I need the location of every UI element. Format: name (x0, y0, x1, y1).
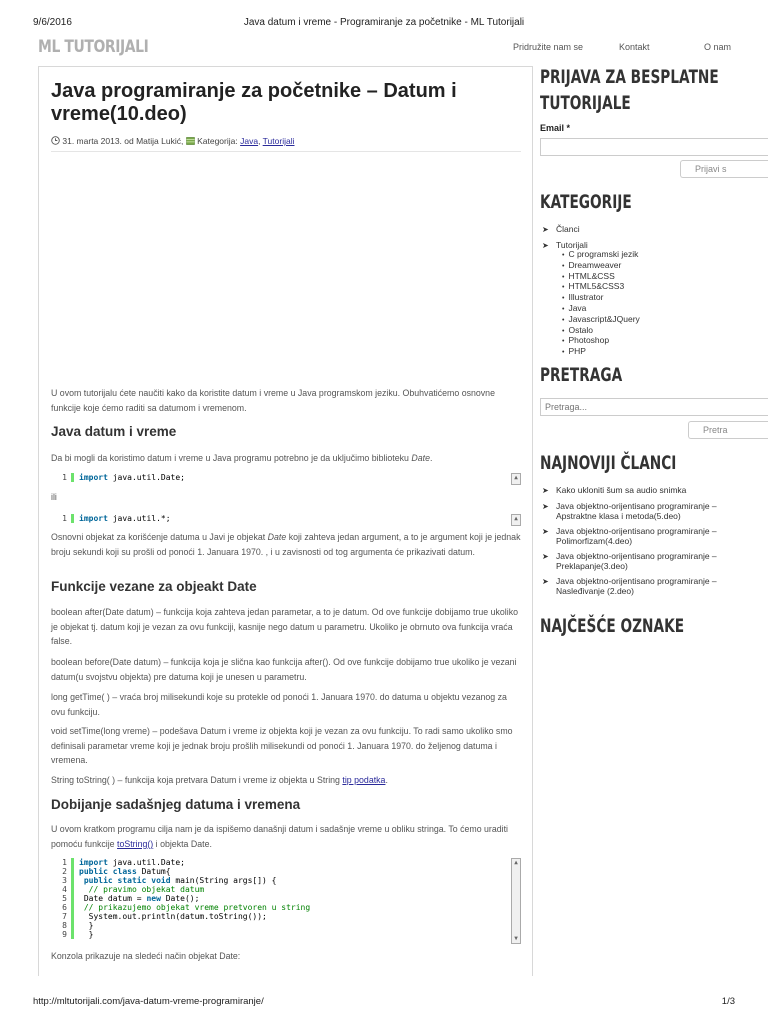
heading-funkcije: Funkcije vezane za objeakt Date (51, 579, 257, 594)
paragraph-datum-text: Da bi mogli da koristimo datum i vreme u Java programu potrebno je da uključimo biblioteku (51, 453, 409, 463)
latest-item-line2[interactable]: Polimorfizam(4.deo) (556, 535, 633, 546)
code-rest: Date(); (160, 894, 200, 903)
code-keyword: import (79, 514, 108, 523)
tags-heading: NAJČEŠĆE OZNAKE (540, 615, 685, 637)
code-lines (51, 858, 521, 939)
category-label[interactable]: Tutorijali (556, 240, 588, 250)
paragraph-dobijanje-text: U ovom kratkom programu cilja nam je da ispišemo današnji datum i sadašnje vreme u obliku stringa. To ćemo uraditi pomoću funkcije (51, 824, 508, 849)
article-container (38, 66, 533, 976)
code-pre: } (79, 930, 94, 939)
paragraph-dobijanje-end: i objekta Date. (155, 838, 212, 849)
categories-heading: KATEGORIJE (540, 191, 632, 213)
code-line (51, 930, 521, 939)
function-tostring (51, 773, 521, 788)
gutter-bar (71, 473, 74, 482)
print-title: Java datum i vreme - Programiranje za početnike - ML Tutorijali (243, 17, 525, 28)
gutter-bar (71, 912, 74, 921)
subcategory-list (562, 250, 640, 358)
email-label: Email * (540, 123, 571, 133)
line-number: 7 (62, 912, 67, 921)
code-text (79, 473, 185, 482)
code-text (79, 858, 185, 867)
gutter-bar (71, 921, 74, 930)
subcategory-item[interactable]: • Dreamweaver (562, 261, 640, 272)
function-tostring-text: String toString( ) – funkcija koja pretvara Datum i vreme iz objekta u String (51, 775, 340, 785)
email-input[interactable] (540, 138, 768, 156)
gutter-bar (71, 514, 74, 523)
gutter-bar (71, 867, 74, 876)
paragraph-objekat-text: Osnovni objekat za korišćenje datuma u Javi je objekat (51, 532, 266, 542)
ili-text: ili (51, 492, 57, 502)
post-meta (51, 136, 294, 146)
nav-link-contact[interactable]: Kontakt (619, 42, 650, 52)
line-number: 9 (62, 930, 67, 939)
code-kw: public class (79, 867, 137, 876)
code-text (79, 885, 204, 894)
code-line (51, 473, 521, 482)
scroll-up-icon[interactable]: ▲ (514, 859, 518, 866)
site-header (0, 30, 768, 66)
meta-divider (51, 151, 521, 152)
code-rest: java.util.*; (107, 514, 171, 523)
category-item-clanci[interactable] (542, 224, 580, 234)
code-pre: } (79, 921, 94, 930)
code-kw: new (146, 894, 161, 903)
paragraph-datum-em: Date (411, 453, 430, 463)
line-number: 2 (62, 867, 67, 876)
code-rest: main(String args[]) { (170, 876, 277, 885)
code-rest: Datum{ (136, 867, 171, 876)
code-line (51, 867, 521, 876)
scrollbar[interactable] (511, 473, 521, 485)
search-button[interactable]: Pretra (688, 421, 768, 439)
latest-item[interactable] (542, 577, 768, 596)
subcategory-item[interactable]: • Ostalo (562, 326, 640, 337)
code-line (51, 921, 521, 930)
code-text (79, 876, 276, 885)
code-rest: java.util.Date; (107, 858, 185, 867)
latest-item[interactable] (542, 527, 768, 546)
arrow-right-icon: ➤ (542, 577, 549, 586)
arrow-right-icon: ➤ (542, 225, 549, 234)
post-date-author: 31. marta 2013. od Matija Lukić, (62, 136, 184, 146)
gutter-bar (71, 894, 74, 903)
line-number: 5 (62, 894, 67, 903)
code-text (79, 930, 93, 939)
function-tostring-end: . (385, 775, 388, 785)
code-text (79, 514, 171, 523)
line-number: 3 (62, 876, 67, 885)
code-line (51, 894, 521, 903)
latest-item[interactable] (542, 502, 768, 521)
code-cm: // pravimo objekat datum (79, 885, 205, 894)
code-text (79, 867, 171, 876)
category-label[interactable]: Članci (556, 224, 580, 234)
line-number: 6 (62, 903, 67, 912)
function-before: boolean before(Date datum) – funkcija koja je slična kao funkcija after(). Od ove funkcije dobijamo true ukoliko je vezani datum(u svojstvu objekta) pre datuma koji je unesen u parametru. (51, 657, 517, 682)
latest-item-line1[interactable]: Java objektno-orijentisano programiranje – (556, 551, 717, 561)
latest-heading: NAJNOVIJI ČLANCI (540, 452, 677, 474)
scroll-up-icon[interactable]: ▲ (514, 474, 518, 481)
code-rest: java.util.Date; (107, 473, 185, 482)
line-number: 1 (62, 514, 67, 523)
code-line (51, 514, 521, 523)
subscribe-heading-line1: PRIJAVA ZA BESPLATNE (540, 66, 719, 88)
gutter-bar (71, 930, 74, 939)
function-gettime: long getTime( ) – vraća broj milisekundi koje su protekle od ponoći 1. Januara 1970. do datuma u objektu vezanog za ovu funkciju. (51, 692, 507, 717)
site-logo[interactable]: ML TUTORIJALI (38, 37, 149, 57)
latest-item[interactable] (542, 552, 768, 571)
print-page-number: 1/3 (721, 996, 735, 1007)
code-cm: // prikazujemo objekat vreme pretvoren u string (79, 903, 311, 912)
print-header (0, 0, 768, 30)
subcategory-item[interactable]: • PHP (562, 347, 640, 358)
subcategory-item[interactable]: • Illustrator (562, 293, 640, 304)
intro-paragraph: U ovom tutorijalu ćete naučiti kako da koristite datum i vreme u Java programskom jeziku. Obuhvatićemo osnovne funkcije koje ćemo raditi sa datumom i vremenom. (51, 388, 495, 413)
code-line (51, 912, 521, 921)
line-number: 1 (62, 858, 67, 867)
code-pre: Date datum = (79, 894, 147, 903)
code-text (79, 921, 93, 930)
subcategory-item[interactable]: • Java (562, 304, 640, 315)
heading-dobijanje: Dobijanje sadašnjeg datuma i vremena (51, 797, 301, 812)
latest-item-line2[interactable]: Nasleđivanje (2.deo) (556, 585, 634, 596)
code-line (51, 903, 521, 912)
subcategory-item[interactable]: • C programski jezik (562, 250, 640, 261)
code-text (79, 903, 310, 912)
paragraph-datum (51, 451, 521, 466)
paragraph-objekat-rest: koji zahteva jedan argument, a to je argument koji je jednak broju sekundi koji su prošli od ponoći 1. Januara 1970. , i u zavisnosti od tog argumenta će prikazivati datum. (51, 532, 521, 557)
category-prefix: Kategorija: (197, 136, 238, 146)
code-line (51, 858, 521, 867)
latest-item-line1[interactable]: Kako ukloniti šum sa audio snimka (556, 485, 687, 495)
subscribe-heading-line2: TUTORIJALE (540, 92, 631, 114)
folder-icon (186, 137, 195, 145)
code-block-3 (51, 858, 521, 944)
code-kw: public static void (79, 876, 171, 885)
subcategory-item[interactable]: • HTML5&CSS3 (562, 282, 640, 293)
latest-item[interactable] (542, 486, 768, 496)
nav-link-join[interactable]: Pridružite nam se (513, 42, 584, 52)
code-block-1 (51, 473, 521, 485)
code-block-2 (51, 514, 521, 526)
heading-java-datum: Java datum i vreme (51, 424, 177, 439)
search-input[interactable] (540, 398, 768, 416)
scroll-down-icon[interactable]: ▼ (514, 935, 518, 942)
paragraph-konzola: Konzola prikazuje na sledeći način objekat Date: (51, 951, 241, 961)
subcategory-item[interactable]: • Photoshop (562, 336, 640, 347)
paragraph-datum-end: . (429, 453, 433, 463)
post-title: Java programiranje za početnike – Datum i vreme(10.deo) (51, 80, 457, 125)
gutter-bar (71, 903, 74, 912)
paragraph-objekat (51, 530, 521, 559)
category-separator: , (258, 136, 261, 146)
latest-item-line2[interactable]: Apstraktne klasa i metoda(5.deo) (556, 510, 681, 521)
code-line (51, 876, 521, 885)
line-number: 1 (62, 473, 67, 482)
code-kw: import (79, 858, 108, 867)
nav-link-about[interactable]: O nam (704, 42, 732, 52)
category-link-java[interactable]: Java (240, 136, 259, 146)
function-after: boolean after(Date datum) – funkcija koja zahteva jedan parametar, a to je datum. Od ove funkcije dobijamo true ukoliko je objekat tj. datum koji je vezan za ovu funkciji, kasnije nego datum u parametru. Ukoliko je obrnuto ova funkcija vraća false. (51, 607, 518, 646)
tip-podatka-link[interactable]: tip podatka (342, 775, 386, 785)
code-text (79, 894, 199, 903)
latest-item-line2[interactable]: Preklapanje(3.deo) (556, 560, 628, 571)
latest-item-line1[interactable]: Java objektno-orijentisano programiranje – (556, 576, 717, 586)
gutter-bar (71, 876, 74, 885)
search-heading: PRETRAGA (540, 364, 623, 386)
code-pre: System.out.println(datum.toString()); (79, 912, 267, 921)
category-link-tutorijali[interactable]: Tutorijali (262, 136, 295, 146)
arrow-right-icon: ➤ (542, 527, 549, 536)
clock-icon (51, 136, 60, 145)
subcategory-item[interactable]: • HTML&CSS (562, 272, 640, 283)
arrow-right-icon: ➤ (542, 486, 549, 495)
print-date: 9/6/2016 (33, 17, 72, 28)
tostring-link[interactable]: toString() (117, 838, 154, 849)
line-number: 4 (62, 885, 67, 894)
code-line (51, 885, 521, 894)
arrow-right-icon: ➤ (542, 552, 549, 561)
subscribe-button[interactable]: Prijavi s (680, 160, 768, 178)
function-settime: void setTime(long vreme) – podešava Datum i vreme iz objekta koji je vezan za ovu funkciju. To radi samo ukoliko smo definisali parametar vreme koji je jednak broju prošlih milisekundi od ponoći 1. Januara 1970. do željenog datuma i vremena. (51, 726, 513, 765)
subcategory-item[interactable]: • Javascript&JQuery (562, 315, 640, 326)
latest-item-line1[interactable]: Java objektno-orijentisano programiranje – (556, 526, 717, 536)
paragraph-objekat-em: Date (267, 532, 287, 542)
paragraph-dobijanje (51, 822, 521, 851)
scroll-up-icon[interactable]: ▲ (514, 515, 518, 522)
line-number: 8 (62, 921, 67, 930)
scrollbar[interactable] (511, 514, 521, 526)
code-text (79, 912, 267, 921)
arrow-right-icon: ➤ (542, 502, 549, 511)
scrollbar[interactable] (511, 858, 521, 944)
latest-item-line1[interactable]: Java objektno-orijentisano programiranje – (556, 501, 717, 511)
code-keyword: import (79, 473, 108, 482)
print-url: http://mltutorijali.com/java-datum-vreme-programiranje/ (33, 996, 264, 1007)
arrow-right-icon: ➤ (542, 241, 549, 250)
gutter-bar (71, 885, 74, 894)
gutter-bar (71, 858, 74, 867)
